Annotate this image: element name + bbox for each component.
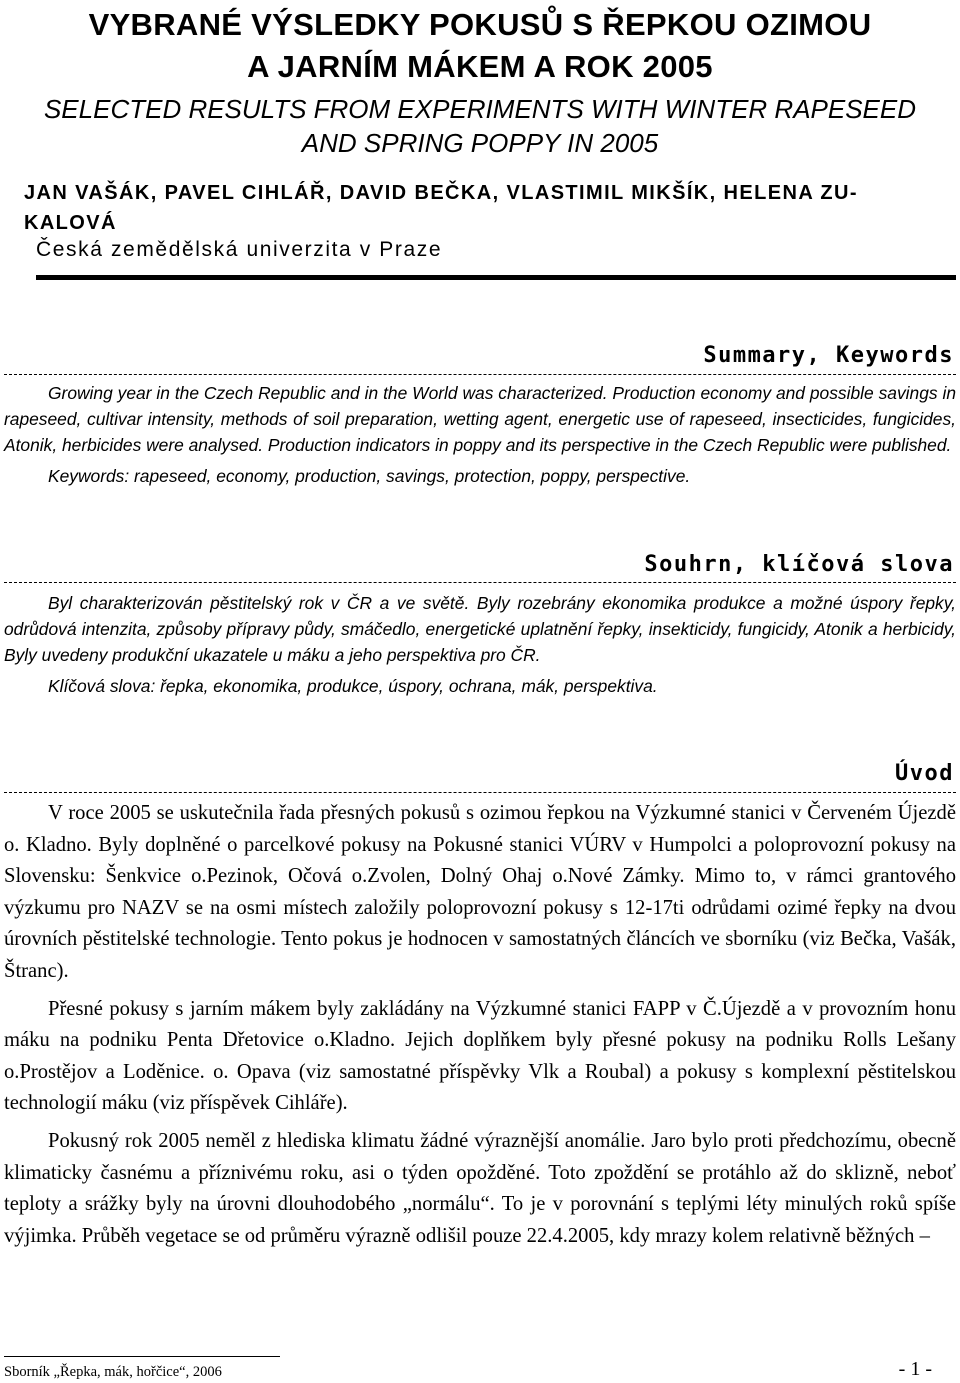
souhrn-divider xyxy=(4,582,956,583)
uvod-body xyxy=(4,798,956,1258)
title-english-line2: AND SPRING POPPY IN 2005 xyxy=(301,128,659,158)
uvod-paragraph-2: Přesné pokusy s jarním mákem byly zakládány na Výzkumné stanici FAPP v Č.Újezdě a v provozním honu máku na podniku Penta Dřetovice o.Kladno. Jejich doplňkem byly přesné pokusy na podniku Rolls Lešany o.Prostějov a Loděnice. o. Opava (viz samostatné příspěvky Vlk a Roubal) a pokusy s komplexní pěstitelskou technologií máku (viz příspěvek Cihláře). xyxy=(4,997,956,1115)
page-number: - 1 - xyxy=(898,1358,932,1380)
souhrn-keywords: Klíčová slova: řepka, ekonomika, produkce, úspory, ochrana, mák, perspektiva. xyxy=(48,676,658,696)
summary-abstract xyxy=(4,380,956,489)
footer-rule xyxy=(4,1356,280,1357)
authors-line1: JAN VAŠÁK, PAVEL CIHLÁŘ, DAVID BEČKA, VLASTIMIL MIKŠÍK, HELENA ZU- xyxy=(24,182,858,204)
souhrn-heading: Souhrn, klíčová slova xyxy=(644,552,954,577)
authors xyxy=(24,178,934,238)
uvod-divider xyxy=(4,792,956,793)
souhrn-text: Byl charakterizován pěstitelský rok v ČR a ve světě. Byly rozebrány ekonomika produkce a možné úspory řepky, odrůdová intenzita, způsoby přípravy půdy, smáčedlo, energetické uplatnění řepky, insekticidy, fungicidy, Atonik a herbicidy, Byly uvedeny produkční ukazatele u máku a jeho perspektiva pro ČR. xyxy=(4,593,956,665)
title-english-line1: SELECTED RESULTS FROM EXPERIMENTS WITH WINTER RAPESEED xyxy=(43,94,917,124)
affiliation: Česká zemědělská univerzita v Praze xyxy=(36,238,443,261)
uvod-heading: Úvod xyxy=(895,761,954,786)
footer-source: Sborník „Řepka, mák, hořčice“, 2006 xyxy=(4,1364,222,1380)
affiliation-rule xyxy=(36,275,956,280)
souhrn-abstract xyxy=(4,590,956,699)
authors-line2: KALOVÁ xyxy=(24,212,117,234)
title-czech-line1: VYBRANÉ VÝSLEDKY POKUSŮ S ŘEPKOU OZIMOU xyxy=(88,7,872,42)
title-czech-line2: A JARNÍM MÁKEM A ROK 2005 xyxy=(247,49,713,84)
summary-keywords: Keywords: rapeseed, economy, production, savings, protection, poppy, perspective. xyxy=(48,466,691,486)
uvod-paragraph-3: Pokusný rok 2005 neměl z hlediska klimatu žádné výraznější anomálie. Jaro bylo proti předchozímu, obecně klimaticky časnému a příznivému roku, asi o týden opožděné. Toto zpoždění se protáhlo až do sklizně, neboť teploty a srážky byly na úrovni dlouhodobého „normálu“. To je v porovnání s teplými léty minulých roků spíše výjimka. Průběh vegetace se od průměru výrazně odlišil pouze 22.4.2005, kdy mrazy kolem relativně běžných – xyxy=(4,1129,956,1247)
title-block xyxy=(4,4,956,160)
summary-divider xyxy=(4,374,956,375)
uvod-paragraph-1: V roce 2005 se uskutečnila řada přesných pokusů s ozimou řepkou na Výzkumné stanici v Červeném Újezdě o. Kladno. Byly doplněné o parcelkové pokusy na Pokusné stanici VÚRV v Humpolci a poloprovozní pokusy na Slovensku: Šenkvice o.Pezinok, Očová o.Zvolen, Dolný Ohaj o.Nové Zámky. Mimo to, v rámci grantového výzkumu pro NAZV se na osmi místech založily poloprovozní pokusy s 12-17ti odrůdami ozimé řepky na dvou úrovních pěstitelské technologie. Tento pokus je hodnocen v samostatných článcích ve sborníku (viz Bečka, Vašák, Štranc). xyxy=(4,802,956,982)
summary-text: Growing year in the Czech Republic and in the World was characterized. Production economy and possible savings in rapeseed, cultivar intensity, methods of soil preparation, wetting agent, energetic use of rapeseed, insecticides, fungicides, Atonik, herbicides were analysed. Production indicators in poppy and its perspective in the Czech Republic were published. xyxy=(4,383,956,455)
summary-heading: Summary, Keywords xyxy=(703,343,954,368)
